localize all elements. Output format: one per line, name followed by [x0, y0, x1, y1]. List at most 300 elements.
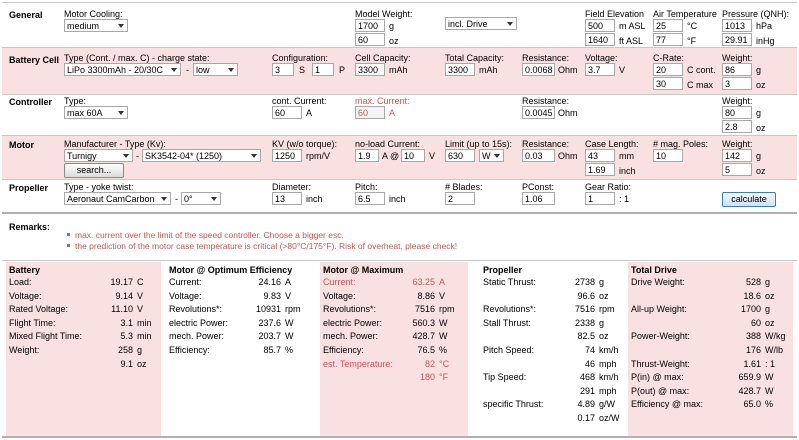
result-unit: g: [765, 304, 771, 315]
result-value: 428.7: [738, 385, 761, 396]
result-row: [169, 345, 311, 357]
result-key: Load:: [9, 277, 32, 287]
result-value: 9.1: [120, 358, 133, 369]
chevron-down-icon: [494, 154, 500, 158]
kv-label: KV (w/o torque):: [272, 139, 338, 149]
motor-resistance-label: Resistance:: [522, 139, 570, 149]
result-value: 388: [745, 331, 761, 342]
result-unit: %: [285, 345, 294, 355]
result-unit: g/W: [599, 399, 616, 410]
noload-current-input[interactable]: 1.9: [355, 149, 379, 162]
case-length-in-input[interactable]: 1.69: [585, 163, 615, 176]
noload-current-label: no-load Current:: [355, 139, 421, 149]
divider: [2, 47, 797, 48]
total-capacity-label: Total Capacity:: [445, 53, 505, 63]
divider: [2, 179, 797, 180]
result-value: 528: [745, 277, 761, 287]
result-row: [169, 277, 311, 289]
max-current-label: max. Current:: [355, 96, 410, 106]
result-row: [169, 304, 311, 316]
result-value: 9.14: [115, 290, 133, 301]
motor-weight-g-input[interactable]: 142: [722, 149, 752, 162]
result-row: [9, 359, 158, 371]
diameter-label: Diameter:: [272, 182, 312, 192]
unit-g: g: [389, 21, 395, 31]
result-row: [483, 359, 617, 371]
field-elevation-label: Field Elevation: [585, 9, 645, 19]
result-key: electric Power:: [169, 317, 229, 328]
result-key: Mixed Flight Time:: [9, 331, 83, 342]
result-key: Efficiency @ max:: [631, 399, 703, 410]
prop-type-select[interactable]: [64, 192, 171, 205]
yoke-twist-select[interactable]: [181, 192, 221, 205]
field-elevation-m-input[interactable]: 500: [585, 19, 615, 32]
result-unit: A: [285, 277, 292, 287]
result-row: [631, 359, 790, 371]
motor-weight-oz-input[interactable]: 5: [722, 163, 752, 176]
result-value: 19.17: [110, 277, 133, 287]
result-key: Weight:: [9, 345, 40, 355]
result-value: 18.6: [743, 290, 761, 301]
result-key: mech. Power:: [169, 331, 225, 342]
unit-inhg: inHg: [756, 36, 775, 46]
result-row: [169, 318, 311, 330]
section-battery-cell: Battery Cell: [9, 55, 60, 65]
battery-resistance-input[interactable]: 0.0068: [522, 63, 555, 76]
unit-m-asl: m ASL: [619, 21, 646, 31]
controller-type-value: max 60A: [67, 108, 103, 118]
motor-cooling-value: medium: [67, 21, 100, 31]
prop-type-label: Type - yoke twist:: [64, 182, 134, 192]
result-row: [9, 304, 158, 316]
unit-a-at: A @: [382, 151, 400, 161]
unit-ohm: Ohm: [558, 151, 578, 161]
result-key: P(in) @ max:: [631, 372, 684, 383]
result-row: [631, 386, 790, 398]
chevron-down-icon: [251, 154, 257, 158]
unit-v: V: [429, 151, 436, 161]
result-value: 9.83: [263, 290, 281, 301]
mag-poles-label: # mag. Poles:: [653, 139, 709, 149]
remark-text: the prediction of the motor case temperature is critical (>80°C/175°F). Risk of overheat, please check!: [75, 241, 458, 251]
result-key: P(out) @ max:: [631, 385, 690, 396]
result-value: 203.7: [258, 331, 281, 342]
result-unit: oz: [599, 290, 609, 301]
c-rate-cont-input[interactable]: 20: [653, 63, 683, 76]
result-row: [169, 331, 311, 343]
divider: [2, 2, 797, 3]
result-key: Revolutions*:: [483, 304, 537, 315]
result-value: 8.86: [417, 290, 435, 301]
result-unit: W: [285, 331, 294, 342]
bullet-icon: [67, 244, 70, 247]
unit-oz: oz: [756, 166, 766, 176]
total-capacity-input[interactable]: 3300: [445, 63, 475, 76]
result-unit: oz: [765, 290, 775, 301]
result-unit: V: [285, 290, 292, 301]
result-key: Power-Weight:: [631, 331, 690, 342]
result-value: 46: [584, 358, 595, 369]
battery-weight-label: Weight:: [722, 53, 753, 63]
noload-voltage-input[interactable]: 10: [401, 149, 425, 162]
unit-inch: inch: [619, 166, 636, 176]
result-unit: %: [765, 399, 774, 410]
unit-g: g: [756, 108, 762, 118]
limit-unit-value: W: [482, 151, 491, 161]
result-row: [631, 318, 790, 330]
divider: [2, 135, 797, 136]
model-weight-label: Model Weight:: [355, 9, 413, 19]
remark-item: [75, 241, 457, 251]
battery-voltage-label: Voltage:: [585, 53, 618, 63]
unit-ratio: : 1: [619, 194, 630, 204]
unit-c-cont: C cont.: [687, 65, 716, 75]
unit-oz: oz: [756, 80, 766, 90]
field-elevation-ft-input[interactable]: 1640: [585, 33, 615, 46]
case-length-label: Case Length:: [585, 139, 639, 149]
battery-weight-g-input[interactable]: 86: [722, 63, 752, 76]
result-row: [9, 345, 158, 357]
result-row: [323, 331, 465, 343]
controller-resistance-input[interactable]: 0.0045: [522, 106, 555, 119]
result-key: Pitch Speed:: [483, 345, 535, 355]
gear-ratio-label: Gear Ratio:: [585, 182, 632, 192]
air-temp-label: Air Temperature: [653, 9, 717, 19]
motor-resistance-input[interactable]: 0.03: [522, 149, 555, 162]
result-unit: oz: [599, 331, 609, 342]
result-row: [483, 277, 617, 289]
result-value: 24.16: [258, 277, 281, 287]
result-value: 96.6: [577, 290, 595, 301]
result-value: 180: [419, 372, 435, 383]
result-value: 11.10: [111, 304, 133, 315]
result-row: [631, 331, 790, 343]
result-value: 4.89: [577, 399, 595, 410]
result-value: 65.0: [743, 399, 761, 410]
result-unit: oz/W: [599, 413, 620, 423]
max-current-input[interactable]: 60: [355, 106, 385, 119]
motor-type-select[interactable]: [142, 149, 261, 162]
result-key: Thrust-Weight:: [631, 358, 690, 369]
result-unit: V: [137, 290, 144, 301]
result-unit: C: [137, 277, 144, 287]
result-row: [9, 331, 158, 343]
dash: -: [186, 65, 189, 75]
result-panel-total: [628, 262, 793, 436]
result-key: All-up Weight:: [631, 304, 687, 315]
result-row: [9, 291, 158, 303]
unit-inch: inch: [306, 194, 323, 204]
unit-ohm: Ohm: [558, 108, 578, 118]
result-unit: W/lb: [765, 345, 783, 355]
result-value: 659.9: [738, 372, 761, 383]
result-value: 237.6: [258, 317, 281, 328]
result-value: 74: [584, 345, 595, 355]
case-length-mm-input[interactable]: 43: [585, 149, 615, 162]
battery-resistance-label: Resistance:: [522, 53, 570, 63]
result-unit: g: [599, 277, 605, 287]
result-unit: km/h: [599, 372, 619, 383]
battery-voltage-input[interactable]: 3.7: [585, 63, 615, 76]
result-key: Voltage:: [169, 290, 202, 301]
motor-mfr-value: Turnigy: [67, 151, 97, 161]
pressure-inhg-input[interactable]: 29.91: [722, 33, 752, 46]
configuration-label: Configuration:: [272, 53, 329, 63]
result-key: Revolutions*:: [169, 304, 223, 315]
pressure-hpa-input[interactable]: 1013: [722, 19, 752, 32]
result-value: 60: [750, 317, 761, 328]
panel-title: Total Drive: [631, 265, 677, 275]
result-value: 1700: [740, 304, 761, 315]
result-value: 258: [117, 345, 133, 355]
unit-hpa: hPa: [756, 21, 773, 31]
result-value: 2338: [574, 317, 595, 328]
result-row: [631, 372, 790, 384]
result-unit: oz: [765, 317, 775, 328]
result-row: [483, 386, 617, 398]
result-value: 3.1: [120, 317, 133, 328]
result-unit: W: [765, 372, 774, 383]
controller-weight-label: Weight:: [722, 96, 753, 106]
result-value: 428.7: [412, 331, 435, 342]
result-unit: rpm: [599, 304, 615, 315]
result-unit: V: [137, 304, 144, 315]
chevron-down-icon: [123, 154, 129, 158]
result-key: Voltage:: [323, 290, 356, 301]
result-unit: g: [137, 345, 143, 355]
section-controller: Controller: [9, 97, 53, 107]
result-key: Voltage:: [9, 290, 42, 301]
controller-type-select[interactable]: [64, 106, 128, 119]
result-row: [631, 277, 790, 289]
controller-weight-oz-input[interactable]: 2.8: [722, 120, 752, 133]
section-motor: Motor: [9, 140, 34, 150]
result-key: Rated Voltage:: [9, 304, 69, 315]
motor-mfr-select[interactable]: [64, 149, 133, 162]
result-key: electric Power:: [323, 317, 383, 328]
result-value: 5.3: [120, 331, 133, 342]
remarks-title: Remarks:: [9, 222, 51, 232]
unit-mah: mAh: [389, 65, 408, 75]
result-unit: A: [439, 277, 446, 287]
result-unit: °C: [439, 358, 450, 369]
result-value: 291: [579, 385, 595, 396]
result-value: 468: [579, 372, 595, 383]
unit-a: A: [306, 108, 313, 118]
result-panel-motor-opt: [166, 262, 314, 436]
result-unit: W/kg: [765, 331, 786, 342]
result-panel-motor-max: [320, 262, 468, 436]
result-key: Revolutions*:: [323, 304, 377, 315]
unit-mah: mAh: [479, 65, 498, 75]
charge-state-select[interactable]: [193, 63, 238, 76]
result-unit: W: [285, 317, 294, 328]
pitch-input[interactable]: 6.5: [355, 192, 385, 205]
charge-state-value: low: [196, 65, 210, 75]
dash: -: [136, 151, 139, 161]
battery-weight-oz-input[interactable]: 3: [722, 77, 752, 90]
cell-capacity-input[interactable]: 3300: [355, 63, 385, 76]
motor-type-value: SK3542-04* (1250): [145, 151, 223, 161]
result-key: Efficiency:: [169, 345, 210, 355]
battery-type-value: LiPo 3300mAh - 20/30C: [67, 65, 164, 75]
result-row: [483, 413, 620, 425]
air-temp-f-input[interactable]: 77: [653, 33, 683, 46]
result-key: est. Temperature:: [323, 358, 393, 369]
divider: [2, 436, 797, 438]
unit-celsius: °C: [687, 21, 698, 31]
unit-ft-asl: ft ASL: [619, 36, 644, 46]
result-value: 7516: [574, 304, 595, 315]
result-unit: g: [599, 317, 605, 328]
unit-ohm: Ohm: [558, 65, 578, 75]
yoke-twist-value: 0°: [184, 194, 193, 204]
panel-title: Battery: [9, 265, 41, 275]
chevron-down-icon: [118, 24, 124, 28]
chevron-down-icon: [211, 197, 217, 201]
unit-g: g: [756, 151, 762, 161]
motor-cooling-label: Motor Cooling:: [64, 9, 123, 19]
incl-drive-select[interactable]: [445, 17, 517, 30]
result-unit: W: [439, 331, 448, 342]
result-value: 63.25: [412, 277, 435, 287]
result-row: [631, 291, 790, 303]
result-value: 85.7: [263, 345, 281, 355]
result-unit: min: [137, 331, 152, 342]
result-row: [323, 372, 465, 384]
unit-rpm-v: rpm/V: [306, 151, 331, 161]
result-unit: : 1: [765, 358, 776, 369]
model-weight-g-input[interactable]: 1700: [355, 19, 385, 32]
motor-weight-label: Weight:: [722, 139, 753, 149]
cont-current-input[interactable]: 60: [272, 106, 302, 119]
gear-ratio-input[interactable]: 1: [585, 192, 615, 205]
unit-inch: inch: [389, 194, 406, 204]
limit-input[interactable]: 630: [445, 149, 475, 162]
section-general: General: [9, 10, 43, 20]
result-unit: °F: [439, 372, 449, 383]
pconst-label: PConst:: [522, 182, 555, 192]
motor-mfr-label: Manufacturer - Type (Kv):: [64, 139, 166, 149]
result-value: 82.5: [577, 331, 595, 342]
result-row: [9, 318, 158, 330]
bullet-icon: [67, 233, 70, 236]
air-temp-c-input[interactable]: 25: [653, 19, 683, 32]
result-key: Current:: [169, 277, 202, 287]
search-button[interactable]: search...: [64, 163, 124, 178]
calculate-button[interactable]: calculate: [722, 192, 776, 207]
dash: -: [175, 194, 178, 204]
unit-oz: oz: [756, 123, 766, 133]
motor-cooling-select[interactable]: [64, 19, 128, 32]
unit-mm: mm: [619, 151, 634, 161]
result-key: Static Thrust:: [483, 277, 536, 287]
result-unit: g: [765, 277, 771, 287]
result-value: 76.5: [417, 345, 435, 355]
result-row: [9, 277, 158, 289]
result-value: 1.61: [743, 358, 761, 369]
kv-input[interactable]: 1250: [272, 149, 302, 162]
pconst-input[interactable]: 1.06: [522, 192, 555, 205]
result-key: mech. Power:: [323, 331, 379, 342]
result-panel-battery: [6, 262, 161, 436]
result-unit: %: [439, 345, 448, 355]
pressure-label: Pressure (QNH):: [722, 9, 790, 19]
battery-type-label: Type (Cont. / max. C) - charge state:: [64, 53, 210, 63]
result-row: [323, 345, 465, 357]
unit-oz: oz: [389, 36, 399, 46]
result-key: Tip Speed:: [483, 372, 527, 383]
result-key: specific Thrust:: [483, 399, 544, 410]
result-unit: km/h: [599, 345, 619, 355]
result-row: [323, 359, 465, 371]
result-row: [323, 304, 465, 316]
result-row: [323, 318, 465, 330]
diameter-input[interactable]: 13: [272, 192, 302, 205]
result-unit: W: [765, 385, 774, 396]
result-row: [323, 291, 465, 303]
limit-unit-select[interactable]: [479, 149, 504, 162]
result-unit: mph: [599, 385, 617, 396]
chevron-down-icon: [507, 22, 513, 26]
remark-item: [75, 230, 344, 240]
controller-weight-g-input[interactable]: 80: [722, 106, 752, 119]
unit-g: g: [756, 65, 762, 75]
panel-title: Motor @ Optimum Efficiency: [169, 265, 293, 275]
chevron-down-icon: [161, 197, 167, 201]
result-value: 0.17: [577, 413, 595, 423]
config-p-input[interactable]: 1: [312, 63, 334, 76]
result-key: Current:: [323, 277, 356, 287]
result-row: [483, 304, 617, 316]
result-key: Drive Weight:: [631, 277, 685, 287]
result-row: [323, 277, 465, 289]
result-unit: mph: [599, 358, 617, 369]
controller-resistance-label: Resistance:: [522, 96, 570, 106]
result-unit: W: [439, 317, 448, 328]
result-value: 2738: [574, 277, 595, 287]
result-unit: oz: [137, 358, 147, 369]
unit-v: V: [619, 65, 626, 75]
config-s-input[interactable]: 3: [272, 63, 294, 76]
panel-title: Propeller: [483, 265, 523, 275]
result-row: [169, 291, 311, 303]
result-value: 10931: [255, 304, 281, 315]
divider: [2, 212, 797, 214]
battery-type-select[interactable]: [64, 63, 181, 76]
model-weight-oz-input[interactable]: 60: [355, 33, 385, 46]
c-rate-max-input[interactable]: 30: [653, 77, 683, 90]
section-propeller: Propeller: [9, 183, 49, 193]
result-row: [631, 345, 790, 357]
cell-capacity-label: Cell Capacity:: [355, 53, 411, 63]
result-key: Flight Time:: [9, 317, 56, 328]
divider: [2, 94, 797, 95]
result-unit: min: [137, 317, 152, 328]
unit-p: P: [339, 65, 346, 75]
result-value: 7516: [414, 304, 435, 315]
cont-current-label: cont. Current:: [272, 96, 327, 106]
controller-type-label: Type:: [64, 96, 87, 106]
blades-input[interactable]: 2: [445, 192, 475, 205]
result-unit: rpm: [439, 304, 455, 315]
result-row: [483, 345, 617, 357]
mag-poles-input[interactable]: 10: [653, 149, 683, 162]
result-row: [631, 399, 790, 411]
unit-fahrenheit: °F: [687, 36, 697, 46]
result-row: [483, 318, 617, 330]
result-value: 82: [424, 358, 435, 369]
